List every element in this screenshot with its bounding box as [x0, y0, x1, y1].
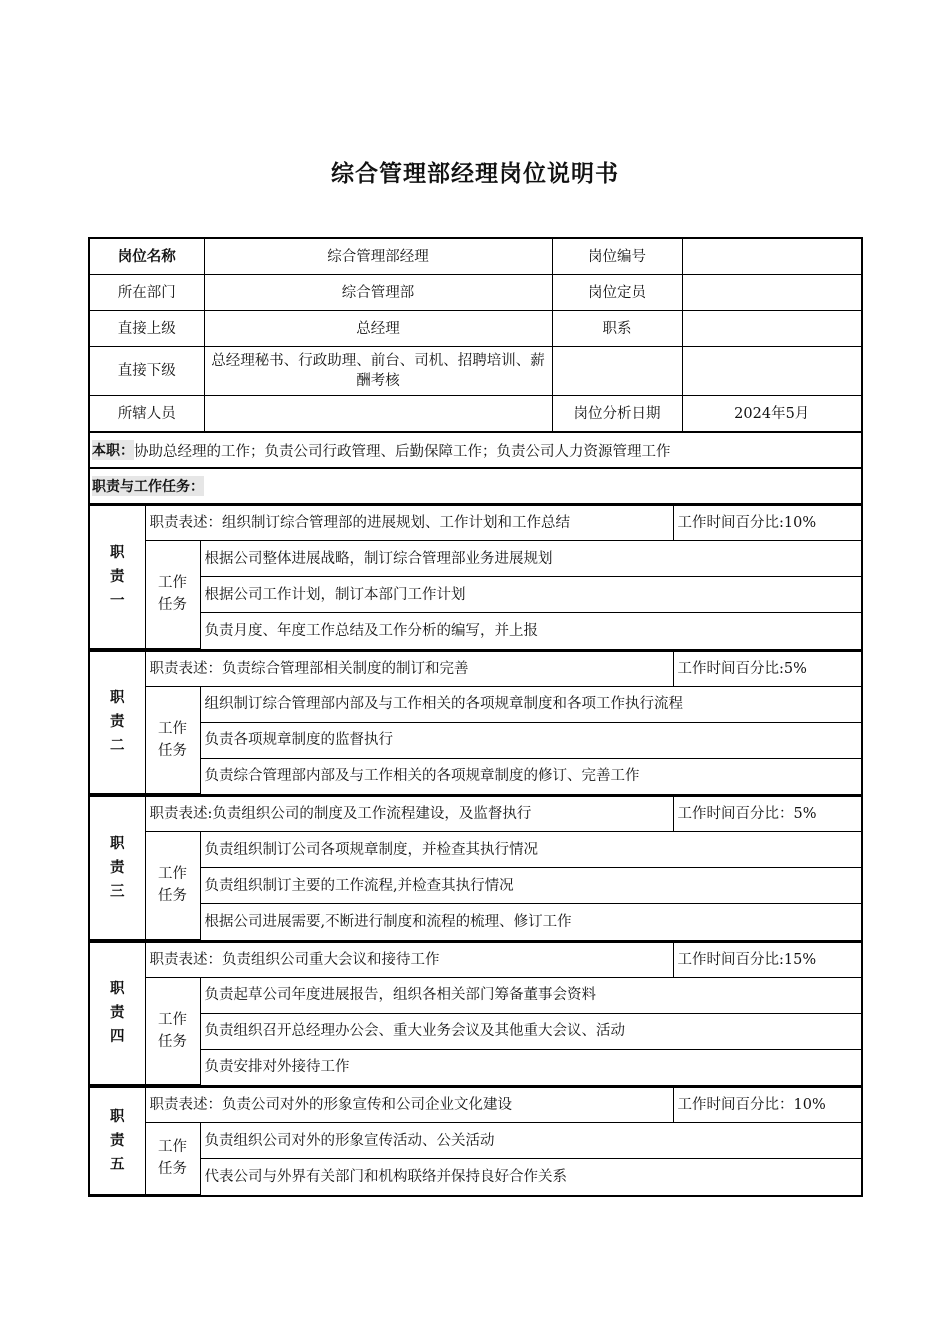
- headcount-value: [682, 275, 861, 311]
- task-item: 负责起草公司年度进展报告，组织各相关部门筹备董事会资料: [200, 977, 861, 1013]
- position-no-value: [682, 239, 861, 275]
- subordinate-empty-cell: [682, 347, 861, 396]
- task-item: 负责安排对外接待工作: [200, 1049, 861, 1085]
- duty-section: [90, 505, 861, 651]
- duty-label: 职 责 一: [90, 506, 145, 649]
- task-label: 工作 任务: [145, 541, 200, 649]
- duty-section: [90, 651, 861, 797]
- duty-description: 职责表述：组织制订综合管理部的进展规划、工作计划和工作总结: [145, 506, 673, 541]
- task-label: 工作 任务: [145, 977, 200, 1085]
- task-item: 负责组织制订主要的工作流程,并检查其执行情况: [200, 868, 861, 904]
- duty-table: [90, 796, 861, 940]
- duties-header: 职责与工作任务：: [92, 476, 204, 496]
- duty-table: [90, 1087, 861, 1195]
- position-name-value: 综合管理部经理: [204, 239, 552, 275]
- duty-section: [90, 796, 861, 942]
- duty-table: [90, 505, 861, 649]
- work-time-percent: 工作时间百分比：10%: [673, 1088, 861, 1123]
- series-label: 职系: [552, 311, 682, 347]
- task-item: 负责综合管理部内部及与工作相关的各项规章制度的修订、完善工作: [200, 758, 861, 794]
- duty-label: 职 责 二: [90, 651, 145, 794]
- duty-description: 职责表述：负责综合管理部相关制度的制订和完善: [145, 651, 673, 686]
- main-duty-section: [90, 433, 861, 469]
- work-time-percent: 工作时间百分比:5%: [673, 651, 861, 686]
- task-item: 负责组织制订公司各项规章制度，并检查其执行情况: [200, 832, 861, 868]
- analysis-date-value: 2024年5月: [682, 396, 861, 432]
- analysis-date-label: 岗位分析日期: [552, 396, 682, 432]
- task-item: 根据公司整体进展战略，制订综合管理部业务进展规划: [200, 541, 861, 577]
- task-item: 组织制订综合管理部内部及与工作相关的各项规章制度和各项工作执行流程: [200, 686, 861, 722]
- duty-label: 职 责 四: [90, 942, 145, 1085]
- duty-description: 职责表述:负责组织公司的制度及工作流程建设，及监督执行: [145, 797, 673, 832]
- duties-header-line: [90, 469, 861, 503]
- duty-description: 职责表述：负责组织公司重大会议和接待工作: [145, 942, 673, 977]
- work-time-percent: 工作时间百分比：5%: [673, 797, 861, 832]
- task-label: 工作 任务: [145, 832, 200, 940]
- task-item: 根据公司进展需要,不断进行制度和流程的梳理、修订工作: [200, 904, 861, 940]
- duties-header-section: [90, 469, 861, 505]
- series-value: [682, 311, 861, 347]
- basic-info-table: [90, 239, 861, 431]
- superior-value: 总经理: [204, 311, 552, 347]
- work-time-percent: 工作时间百分比:15%: [673, 942, 861, 977]
- duty-table: [90, 651, 861, 795]
- work-time-percent: 工作时间百分比:10%: [673, 506, 861, 541]
- subordinate-value: 总经理秘书、行政助理、前台、司机、招聘培训、薪酬考核: [204, 347, 552, 396]
- basic-info-section: [90, 239, 861, 433]
- headcount-label: 岗位定员: [552, 275, 682, 311]
- duty-label: 职 责 三: [90, 797, 145, 940]
- task-item: 根据公司工作计划，制订本部门工作计划: [200, 577, 861, 613]
- duty-section: [90, 942, 861, 1088]
- main-duty-line: [90, 433, 861, 467]
- page-title: 综合管理部经理岗位说明书: [331, 161, 619, 187]
- duty-description: 职责表述：负责公司对外的形象宣传和公司企业文化建设: [145, 1088, 673, 1123]
- dept-label: 所在部门: [90, 275, 204, 311]
- main-duty-text: 协助总经理的工作；负责公司行政管理、后勤保障工作；负责公司人力资源管理工作: [134, 443, 671, 460]
- duties-container: [90, 505, 861, 1195]
- task-item: 负责组织召开总经理办公会、重大业务会议及其他重大会议、活动: [200, 1013, 861, 1049]
- staff-value: [204, 396, 552, 432]
- duty-table: [90, 942, 861, 1086]
- dept-value: 综合管理部: [204, 275, 552, 311]
- subordinate-label: 直接下级: [90, 347, 204, 396]
- job-description-form: [88, 237, 863, 1197]
- subordinate-empty-cell: [552, 347, 682, 396]
- task-label: 工作 任务: [145, 686, 200, 794]
- task-item: 代表公司与外界有关部门和机构联络并保持良好合作关系: [200, 1159, 861, 1195]
- task-item: 负责各项规章制度的监督执行: [200, 722, 861, 758]
- duty-label: 职 责 五: [90, 1088, 145, 1195]
- position-no-label: 岗位编号: [552, 239, 682, 275]
- superior-label: 直接上级: [90, 311, 204, 347]
- staff-label: 所辖人员: [90, 396, 204, 432]
- task-item: 负责组织公司对外的形象宣传活动、公关活动: [200, 1123, 861, 1159]
- task-item: 负责月度、年度工作总结及工作分析的编写，并上报: [200, 613, 861, 649]
- main-duty-label: 本职：: [92, 440, 134, 460]
- duty-section: [90, 1087, 861, 1195]
- task-label: 工作 任务: [145, 1123, 200, 1195]
- position-name-label: 岗位名称: [90, 239, 204, 275]
